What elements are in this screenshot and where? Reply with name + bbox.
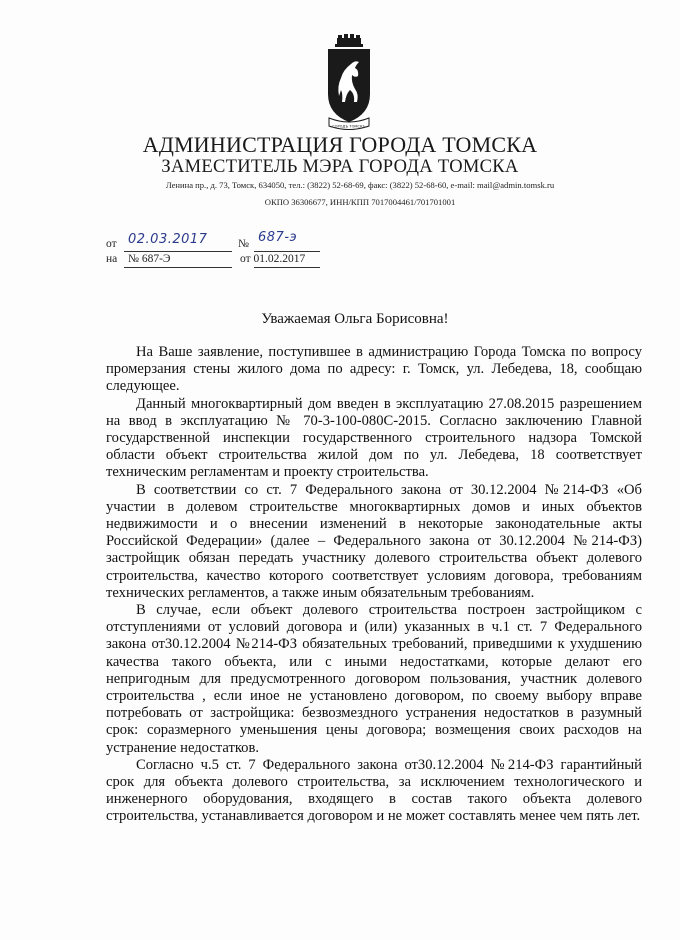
date-underline xyxy=(124,251,232,252)
ref-prefix: на xyxy=(106,253,118,265)
body-paragraph: На Ваше заявление, поступившее в администрацию Города Томска по вопросу промерзания стены жилого дома по адресу: г. Томск, ул. Лебедева, 18, сообщаю следующее. xyxy=(106,344,642,395)
date-prefix: от xyxy=(106,238,117,250)
body-paragraph: В соответствии со ст. 7 Федерального закона от 30.12.2004 №214-ФЗ «Об участии в долевом строительстве многоквартирных домов и иных объектов недвижимости и о внесении изменений в некоторые законодательные акты Российской Федерации» (далее – Федерального закона от 30.12.2004 №214-ФЗ) застройщик обязан передать участнику долевого строительства объект долевого строительства, качество которого соответствует условиям договора, требованиям технических регламентов, а также иным обязательным требованиям. xyxy=(106,481,642,601)
org-address: Ленина пр., д. 73, Томск, 634050, тел.: (3822) 52-68-69, факс: (3822) 52-68-60, e-mail: mail@admin.tomsk.ru xyxy=(165,180,555,190)
org-codes: ОКПО 36306677, ИНН/КПП 7017004461/701701001 xyxy=(264,197,456,207)
ref-number-underline xyxy=(124,267,232,268)
body-paragraph: В случае, если объект долевого строительства построен застройщиком с отступлениями от условий договора и (или) указанных в ч.1 ст. 7 Федерального закона от30.12.2004 №214-ФЗ обязательных требований, приведшими к ухудшению качества такого объекта, или с иными недостатками, которые делают его непригодным для предусмотренного договором пользования, участник долевого строительства , если иное не установлено договором, по своему выбору вправе потребовать от застройщика: безвозмездного устранения недостатков в разумный срок: соразмерного уменьшения цены договора; возмещения своих расходов на устранение недостатков. xyxy=(106,602,642,756)
ref-date-underline xyxy=(254,267,320,268)
handwritten-date: 02.03.2017 xyxy=(128,232,208,247)
tomsk-coat-of-arms-icon xyxy=(325,34,373,134)
deputy-mayor-title: ЗАМЕСТИТЕЛЬ МЭРА ГОРОДА ТОМСКА xyxy=(161,157,519,177)
handwritten-number: 687-э xyxy=(258,230,298,245)
body-paragraph: Данный многоквартирный дом введен в эксплуатацию 27.08.2015 разрешением на ввод в эксплуатацию № 70-3-100-080С-2015. Согласно заключению Главной государственной инспекции государственного строительного надзора Томской области объект строительства жилой дом по ул. Лебедева, 18 соответствует техническим регламентам и проекту строительства. xyxy=(106,395,642,481)
letter-body xyxy=(106,344,642,826)
org-name: АДМИНИСТРАЦИЯ ГОРОДА ТОМСКА xyxy=(142,132,538,157)
emblem-ribbon-text: ГОРОДЪ ТОМСКЪ xyxy=(332,124,366,129)
body-paragraph: Согласно ч.5 ст. 7 Федерального закона от30.12.2004 №214-ФЗ гарантийный срок для объекта долевого строительства, за исключением технологического и инженерного оборудования, входящего в состав такого объекта долевого строительства, устанавливается договором и не может составлять менее чем пять лет. xyxy=(106,756,642,825)
ref-number: № 687-Э xyxy=(128,253,171,265)
ref-date: от 01.02.2017 xyxy=(240,253,306,265)
number-prefix: № xyxy=(238,238,249,250)
number-underline xyxy=(254,251,320,252)
salutation: Уважаемая Ольга Борисовна! xyxy=(261,311,449,327)
